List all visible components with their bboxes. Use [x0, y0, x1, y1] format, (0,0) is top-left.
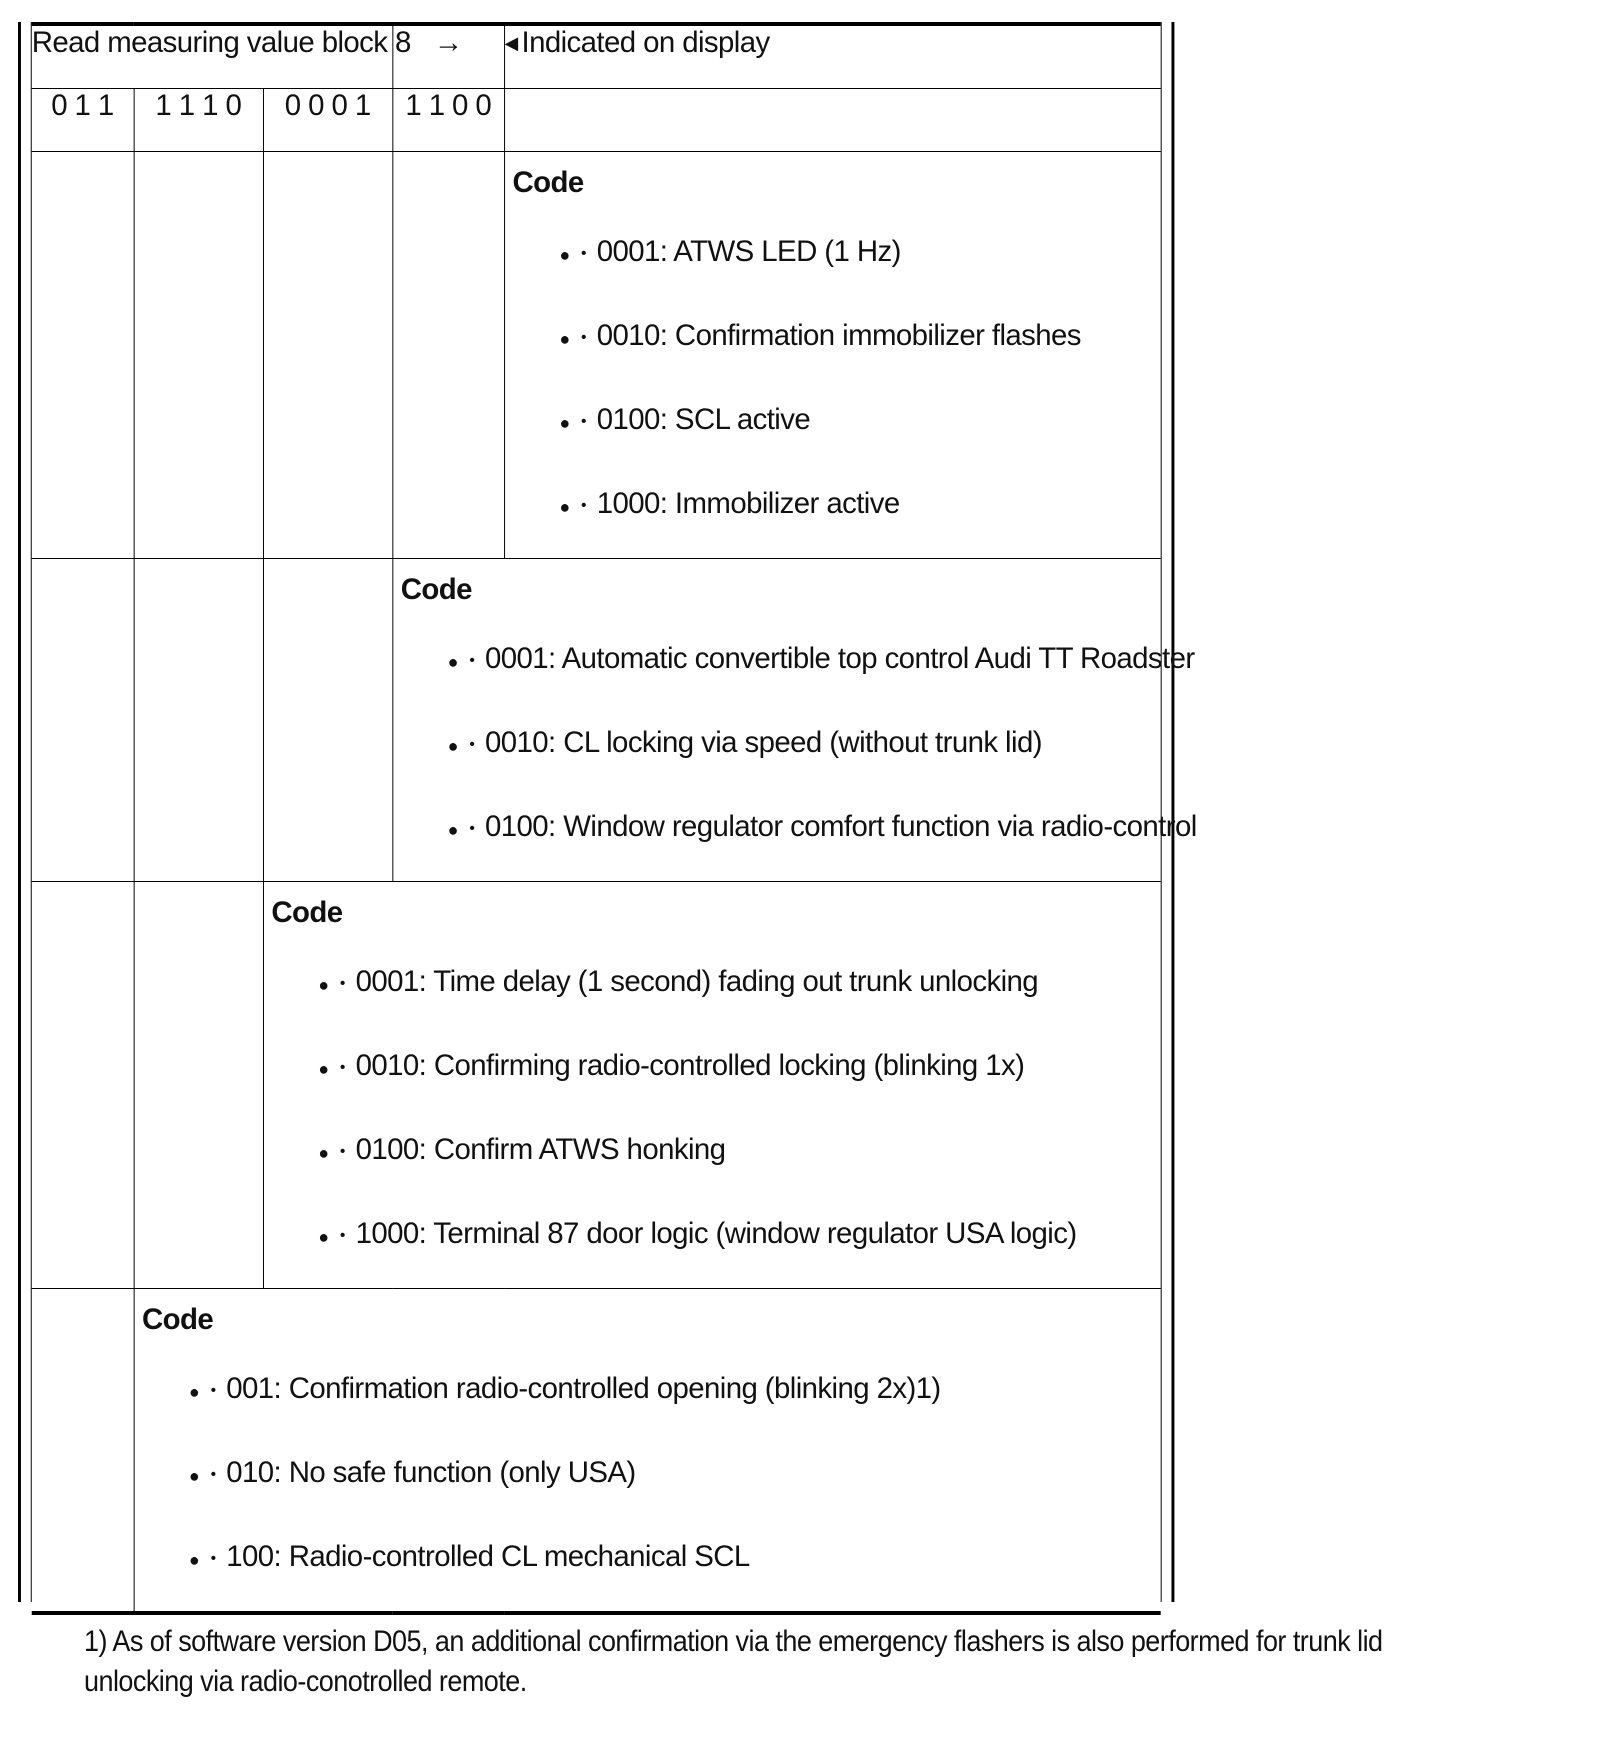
bullet-icon: • — [210, 1466, 216, 1483]
code-block-4 — [134, 1289, 1161, 1614]
bullet-icon: • — [210, 1382, 216, 1399]
bullet-icon: ● — [189, 1550, 200, 1570]
measuring-value-table-container — [18, 22, 1197, 1602]
list-item: ● • 0100: SCL active — [559, 390, 1160, 474]
list-item: ● • 0100: Confirm ATWS honking — [318, 1120, 1160, 1204]
list-item: ● • 001: Confirmation radio-controlled opening (blinking 2x)1) — [189, 1359, 1161, 1443]
bullet-icon: • — [581, 245, 586, 262]
bullet-icon: • — [469, 736, 475, 753]
bullet-icon: ● — [447, 652, 458, 672]
triangle-left-icon: ◀ — [504, 33, 518, 53]
bit-group-3: 0 0 0 1 — [263, 89, 392, 152]
code-heading: Code — [400, 573, 472, 606]
bullet-icon: ● — [447, 820, 458, 840]
display-label-cell — [504, 24, 1161, 89]
bullet-icon: • — [339, 1059, 345, 1076]
list-item: ● • 1000: Terminal 87 door logic (window regulator USA logic) — [318, 1204, 1160, 1288]
list-item: ● • 0001: ATWS LED (1 Hz) — [559, 222, 1160, 306]
list-item: ● • 0001: Time delay (1 second) fading out trunk unlocking — [318, 952, 1160, 1036]
bullet-icon: ● — [318, 1227, 329, 1247]
code-list — [505, 222, 1161, 558]
list-item: ● • 0010: Confirming radio-controlled locking (blinking 1x) — [318, 1036, 1160, 1120]
code-list — [134, 1359, 1161, 1611]
list-item: ● • 100: Radio-controlled CL mechanical SCL — [189, 1527, 1161, 1611]
code-block-row-3 — [32, 882, 1161, 1289]
list-item: ● • 0001: Automatic convertible top control Audi TT Roadster — [448, 629, 1161, 713]
bullet-icon: ● — [318, 1059, 329, 1079]
code-block-row-1 — [32, 152, 1161, 559]
bullet-icon: • — [339, 1143, 345, 1160]
bullet-icon: ● — [559, 245, 570, 265]
arrow-icon: → — [392, 24, 504, 89]
bullet-icon: • — [469, 820, 475, 837]
table-left-border — [18, 22, 32, 1602]
bit-groups-row — [32, 89, 1161, 152]
code-list — [393, 629, 1197, 881]
code-block-row-2 — [32, 559, 1161, 882]
list-item: ● • 1000: Immobilizer active — [559, 474, 1160, 558]
bullet-icon: ● — [318, 975, 329, 995]
bullet-icon: • — [210, 1550, 216, 1567]
bullet-icon: • — [339, 975, 345, 992]
code-block-3 — [263, 882, 1161, 1289]
code-list — [263, 952, 1160, 1288]
bullet-icon: ● — [447, 736, 458, 756]
bit-group-1: 0 1 1 — [32, 89, 134, 152]
code-block-row-4 — [32, 1289, 1161, 1614]
bullet-icon: • — [469, 652, 475, 669]
bit-group-4: 1 1 0 0 — [392, 89, 504, 152]
list-item: ● • 0010: Confirmation immobilizer flashes — [559, 306, 1160, 390]
bullet-icon: • — [339, 1227, 345, 1244]
bullet-icon: • — [581, 497, 586, 514]
list-item: ● • 0100: Window regulator comfort function via radio-control — [448, 797, 1161, 881]
bullet-icon: • — [581, 329, 586, 346]
measuring-value-table — [31, 22, 1197, 1615]
code-block-1 — [504, 152, 1161, 559]
list-item: ● • 010: No safe function (only USA) — [189, 1443, 1161, 1527]
block-title: Read measuring value block 8 — [32, 24, 393, 89]
code-heading: Code — [512, 166, 584, 199]
bit-group-2: 1 1 1 0 — [134, 89, 263, 152]
bullet-icon: ● — [559, 329, 570, 349]
list-item: ● • 0010: CL locking via speed (without trunk lid) — [448, 713, 1161, 797]
code-block-2 — [392, 559, 1197, 882]
bullet-icon: ● — [189, 1382, 200, 1402]
display-label: Indicated on display — [521, 26, 770, 59]
code-heading: Code — [271, 896, 343, 929]
footnote: 1) As of software version D05, an additional confirmation via the emergency flashers is also performed for trunk lid unlocking via radio-conotrolled remote. — [84, 1625, 1383, 1698]
code-heading: Code — [141, 1303, 214, 1336]
bullet-icon: • — [581, 413, 586, 430]
bit-groups-empty-cell — [504, 89, 1161, 152]
bullet-icon: ● — [559, 497, 570, 517]
bullet-icon: ● — [318, 1143, 329, 1163]
bullet-icon: ● — [189, 1466, 200, 1486]
bullet-icon: ● — [559, 413, 570, 433]
header-row — [32, 24, 1161, 89]
